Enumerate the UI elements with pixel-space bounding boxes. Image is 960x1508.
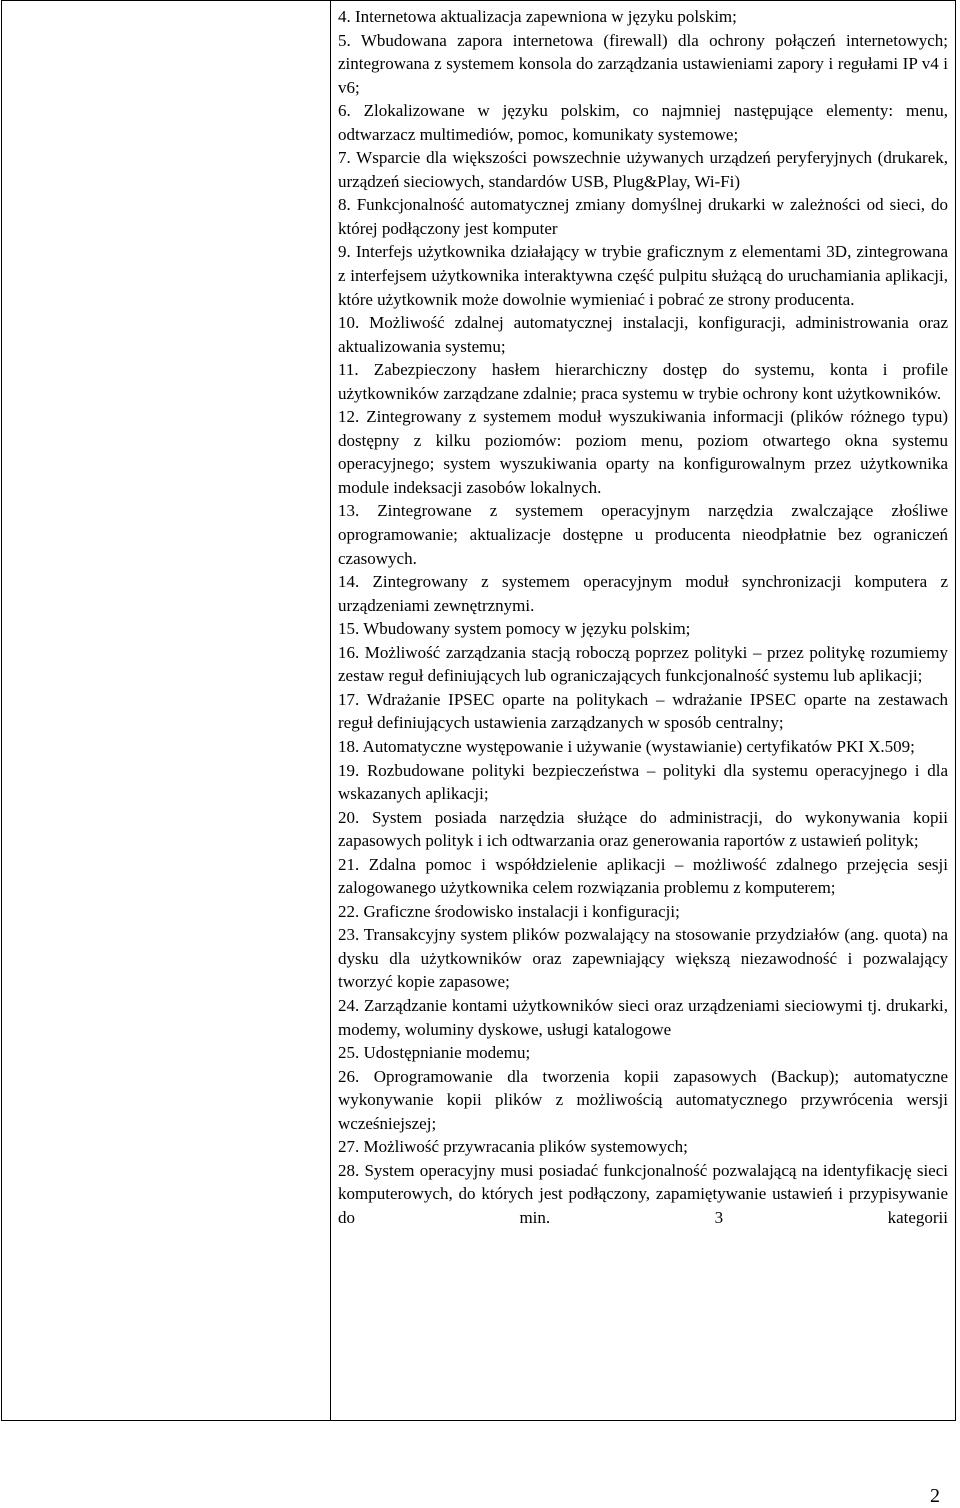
- table-cell-left-empty: [2, 1, 331, 1421]
- requirement-item-20: 20. System posiada narzędzia służące do administracji, do wykonywania kopii zapasowych polityk i ich odtwarzania oraz generowania raportów z ustawień polityk;: [338, 807, 948, 851]
- requirement-item-24: 24. Zarządzanie kontami użytkowników sieci oraz urządzeniami sieciowymi tj. drukarki, modemy, woluminy dyskowe, usługi katalogowe: [338, 995, 948, 1039]
- requirement-item-19: 19. Rozbudowane polityki bezpieczeństwa – polityki dla systemu operacyjnego i dla wskazanych aplikacji;: [338, 760, 948, 804]
- requirement-item-12: 12. Zintegrowany z systemem moduł wyszukiwania informacji (plików różnego typu) dostępny z kilku poziomów: poziom menu, poziom otwartego okna systemu operacyjnego; system wyszukiwania oparty na konfigurowalnym przez użytkownika module indeksacji zasobów lokalnych.: [338, 407, 948, 497]
- requirement-item-6: 6. Zlokalizowane w języku polskim, co najmniej następujące elementy: menu, odtwarzacz multimediów, pomoc, komunikaty systemowe;: [338, 101, 948, 144]
- requirement-item-15: 15. Wbudowany system pomocy w języku polskim;: [338, 619, 691, 639]
- requirement-item-22: 22. Graficzne środowisko instalacji i konfiguracji;: [338, 901, 680, 921]
- requirement-item-23: 23. Transakcyjny system plików pozwalający na stosowanie przydziałów (ang. quota) na dysku dla użytkowników oraz zapewniający większą niezawodność i pozwalający tworzyć kopie zapasowe;: [338, 925, 948, 992]
- requirement-item-27: 27. Możliwość przywracania plików systemowych;: [338, 1137, 688, 1157]
- requirement-item-7: 7. Wsparcie dla większości powszechnie używanych urządzeń peryferyjnych (drukarek, urządzeń sieciowych, standardów USB, Plug&Play, Wi-Fi): [338, 148, 948, 191]
- requirement-item-13: 13. Zintegrowane z systemem operacyjnym narzędzia zwalczające złośliwe oprogramowanie; aktualizacje dostępne u producenta nieodpłatnie bez ograniczeń czasowych.: [338, 501, 948, 568]
- table-cell-requirements: [331, 1, 956, 1421]
- specification-table: [1, 0, 956, 1421]
- requirement-item-9: 9. Interfejs użytkownika działający w trybie graficznym z elementami 3D, zintegrowana z interfejsem użytkownika interaktywna część pulpitu służącą do uruchamiania aplikacji, które użytkownik może dowolnie wymieniać i pobrać ze strony producenta.: [338, 242, 948, 309]
- requirement-item-5: 5. Wbudowana zapora internetowa (firewall) dla ochrony połączeń internetowych; zintegrowana z systemem konsola do zarządzania ustawieniami zapory i regułami IP v4 i v6;: [338, 30, 948, 97]
- requirements-list: [331, 1, 955, 1229]
- requirement-item-26: 26. Oprogramowanie dla tworzenia kopii zapasowych (Backup); automatyczne wykonywanie kopii plików z możliwością automatycznego przywrócenia wersji wcześniejszej;: [338, 1066, 948, 1133]
- requirement-item-21: 21. Zdalna pomoc i współdzielenie aplikacji – możliwość zdalnego przejęcia sesji zalogowanego użytkownika celem rozwiązania problemu z komputerem;: [338, 854, 948, 898]
- requirement-item-11: 11. Zabezpieczony hasłem hierarchiczny dostęp do systemu, konta i profile użytkowników zarządzane zdalnie; praca systemu w trybie ochrony kont użytkowników.: [338, 360, 948, 403]
- page-number: 2: [930, 1485, 940, 1507]
- table-row: [2, 1, 956, 1421]
- requirement-item-14: 14. Zintegrowany z systemem operacyjnym moduł synchronizacji komputera z urządzeniami zewnętrznymi.: [338, 572, 948, 615]
- requirement-item-25: 25. Udostępnianie modemu;: [338, 1043, 531, 1063]
- requirement-item-8: 8. Funkcjonalność automatycznej zmiany domyślnej drukarki w zależności od sieci, do której podłączony jest komputer: [338, 195, 948, 238]
- requirement-item-16: 16. Możliwość zarządzania stacją roboczą poprzez polityki – przez politykę rozumiemy zestaw reguł definiujących lub ograniczających funkcjonalność systemu lub aplikacji;: [338, 642, 948, 686]
- requirement-item-18: 18. Automatyczne występowanie i używanie (wystawianie) certyfikatów PKI X.509;: [338, 736, 915, 756]
- requirement-item-28: 28. System operacyjny musi posiadać funkcjonalność pozwalającą na identyfikację sieci komputerowych, do których jest podłączony, zapamiętywanie ustawień i przypisywanie do min. 3 kategorii: [338, 1160, 948, 1227]
- requirement-item-4: 4. Internetowa aktualizacja zapewniona w języku polskim;: [338, 7, 737, 26]
- requirement-item-10: 10. Możliwość zdalnej automatycznej instalacji, konfiguracji, administrowania oraz aktualizowania systemu;: [338, 313, 948, 356]
- requirement-item-17: 17. Wdrażanie IPSEC oparte na politykach – wdrażanie IPSEC oparte na zestawach reguł definiujących ustawienia zarządzanych w sposób centralny;: [338, 689, 948, 733]
